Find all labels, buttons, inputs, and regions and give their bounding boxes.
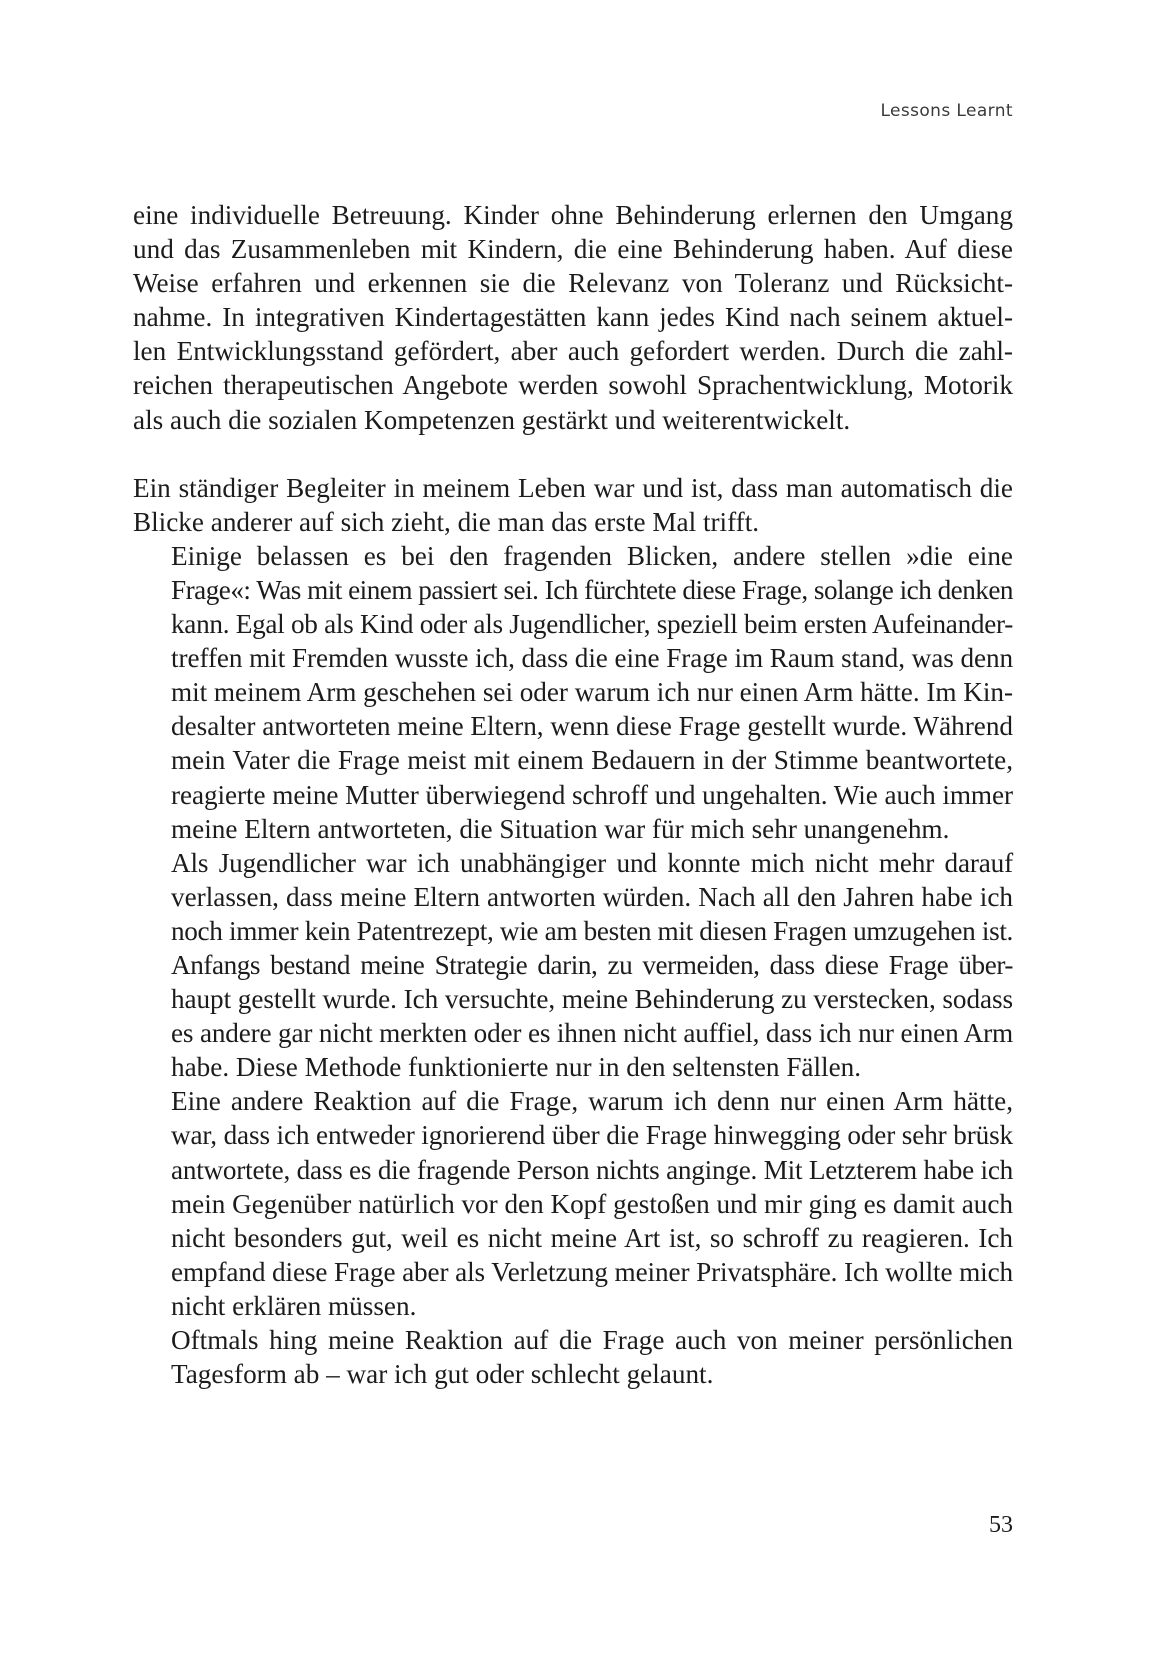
paragraph-1 <box>133 198 1013 437</box>
paragraph-6 <box>133 1084 1013 1323</box>
text-line: kann. Egal ob als Kind oder als Jugendlicher, speziell beim ersten Aufeinander- <box>171 609 1013 640</box>
text-line: meine Eltern antworteten, die Situation war für mich sehr unangenehm. <box>171 813 950 844</box>
text-line: Als Jugendlicher war ich unabhängiger und konnte mich nicht mehr darauf <box>171 847 1013 878</box>
running-header: Lessons Learnt <box>880 101 1013 121</box>
body-text <box>133 198 1013 1391</box>
text-line: empfand diese Frage aber als Verletzung meiner Privatsphäre. Ich wollte mich <box>171 1256 1014 1287</box>
text-line: Tagesform ab – war ich gut oder schlecht gelaunt. <box>171 1359 714 1390</box>
paragraph-3 <box>133 539 1013 846</box>
text-line: nicht erklären müssen. <box>171 1290 417 1321</box>
text-line: Weise erfahren und erkennen sie die Relevanz von Toleranz und Rücksicht- <box>133 268 1013 299</box>
text-line: Oftmals hing meine Reaktion auf die Frage auch von meiner persönlichen <box>171 1325 1013 1355</box>
text-line: eine individuelle Betreuung. Kinder ohne Behinderung erlernen den Umgang <box>133 200 1013 230</box>
paragraph-7 <box>133 1323 1013 1391</box>
text-line: nahme. In integrativen Kindertagestätten kann jedes Kind nach seinem aktuel- <box>133 302 1013 333</box>
page-number: 53 <box>989 1512 1013 1538</box>
text-line: es andere gar nicht merkten oder es ihnen nicht auffiel, dass ich nur einen Arm <box>171 1018 1013 1049</box>
text-line: Anfangs bestand meine Strategie darin, zu vermeiden, dass diese Frage über- <box>171 949 1013 980</box>
text-line: reagierte meine Mutter überwiegend schroff und ungehalten. Wie auch immer <box>171 779 1013 810</box>
text-line: mein Vater die Frage meist mit einem Bedauern in der Stimme beantwortete, <box>171 745 1013 776</box>
text-line: len Entwicklungsstand gefördert, aber auch gefordert werden. Durch die zahl- <box>133 336 1013 367</box>
text-line: habe. Diese Methode funktionierte nur in den seltensten Fällen. <box>171 1052 862 1083</box>
text-line: und das Zusammenleben mit Kindern, die eine Behinderung haben. Auf diese <box>133 234 1013 265</box>
paragraph-5 <box>133 948 1013 1084</box>
text-line: haupt gestellt wurde. Ich versuchte, meine Behinderung zu verstecken, sodass <box>171 984 1013 1015</box>
text-line: Ein ständiger Begleiter in meinem Leben war und ist, dass man automatisch die <box>133 472 1013 503</box>
text-line: war, dass ich entweder ignorierend über die Frage hinwegging oder sehr brüsk <box>171 1120 1013 1151</box>
text-line: Frage«: Was mit einem passiert sei. Ich fürchtete diese Frage, solange ich denken <box>171 574 1013 605</box>
text-line: mit meinem Arm geschehen sei oder warum ich nur einen Arm hätte. Im Kin- <box>171 677 1013 708</box>
text-line: mein Gegenüber natürlich vor den Kopf gestoßen und mir ging es damit auch <box>171 1188 1014 1219</box>
text-line: antwortete, dass es die fragende Person nichts anginge. Mit Letzterem habe ich <box>171 1154 1014 1185</box>
text-line: desalter antworteten meine Eltern, wenn diese Frage gestellt wurde. Während <box>171 711 1013 742</box>
paragraph-2 <box>133 471 1013 539</box>
text-line: nicht besonders gut, weil es nicht meine Art ist, so schroff zu reagieren. Ich <box>171 1222 1013 1253</box>
text-line: noch immer kein Patentrezept, wie am besten mit diesen Fragen umzugehen ist. <box>171 915 1014 946</box>
text-line: Blicke anderer auf sich zieht, die man das erste Mal trifft. <box>133 506 760 537</box>
text-line: Eine andere Reaktion auf die Frage, warum ich denn nur einen Arm hätte, <box>171 1086 1013 1117</box>
text-line: reichen therapeutischen Angebote werden sowohl Sprachentwicklung, Motorik <box>133 370 1013 401</box>
text-line: Einige belassen es bei den fragenden Blicken, andere stellen »die eine <box>171 540 1013 571</box>
text-line: als auch die sozialen Kompetenzen gestärkt und weiterentwickelt. <box>133 404 851 435</box>
text-line: verlassen, dass meine Eltern antworten würden. Nach all den Jahren habe ich <box>171 881 1013 912</box>
text-line: treffen mit Fremden wusste ich, dass die eine Frage im Raum stand, was denn <box>171 643 1014 674</box>
paragraph-4 <box>133 846 1013 948</box>
